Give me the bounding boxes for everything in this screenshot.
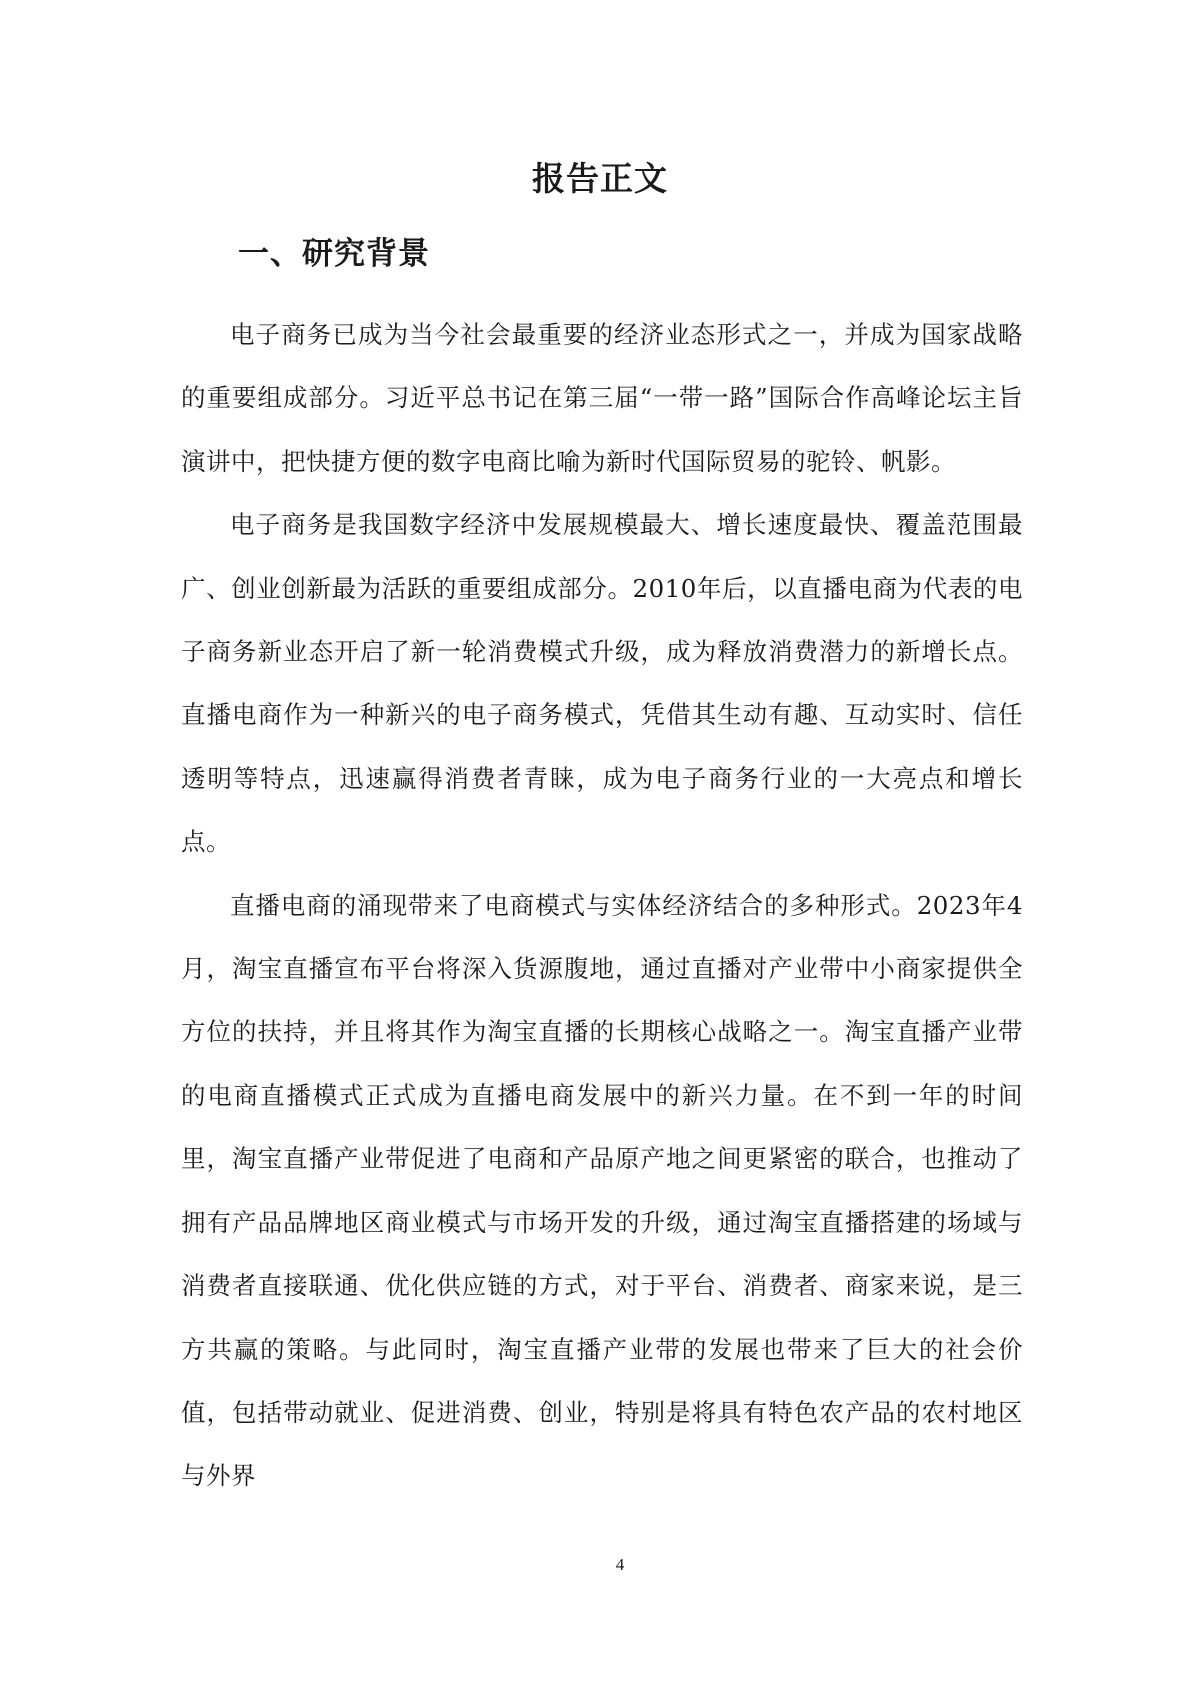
body-text [181, 303, 1023, 1508]
paragraph: 直播电商的涌现带来了电商模式与实体经济结合的多种形式。2023年4月，淘宝直播宣布平台将深入货源腹地，通过直播对产业带中小商家提供全方位的扶持，并且将其作为淘宝直播的长期核心战略之一。淘宝直播产业带的电商直播模式正式成为直播电商发展中的新兴力量。在不到一年的时间里，淘宝直播产业带促进了电商和产品原产地之间更紧密的联合，也推动了拥有产品品牌地区商业模式与市场开发的升级，通过淘宝直播搭建的场域与消费者直接联通、优化供应链的方式，对于平台、消费者、商家来说，是三方共赢的策略。与此同时，淘宝直播产业带的发展也带来了巨大的社会价值，包括带动就业、促进消费、创业，特别是将具有特色农产品的农村地区与外界 [181, 890, 1023, 1491]
paragraph: 电子商务是我国数字经济中发展规模最大、增长速度最快、覆盖范围最广、创业创新最为活跃的重要组成部分。2010年后，以直播电商为代表的电子商务新业态开启了新一轮消费模式升级，成为释放消费潜力的新增长点。直播电商作为一种新兴的电子商务模式，凭借其生动有趣、互动实时、信任透明等特点，迅速赢得消费者青睐，成为电子商务行业的一大亮点和增长点。 [181, 510, 1023, 857]
page-number: 4 [615, 1555, 625, 1574]
report-title: 报告正文 [532, 159, 668, 198]
section-heading: 一、研究背景 [238, 236, 430, 272]
paragraph: 电子商务已成为当今社会最重要的经济业态形式之一，并成为国家战略的重要组成部分。习近平总书记在第三届“一带一路”国际合作高峰论坛主旨演讲中，把快捷方便的数字电商比喻为新时代国际贸易的驼铃、帆影。 [181, 320, 1023, 476]
